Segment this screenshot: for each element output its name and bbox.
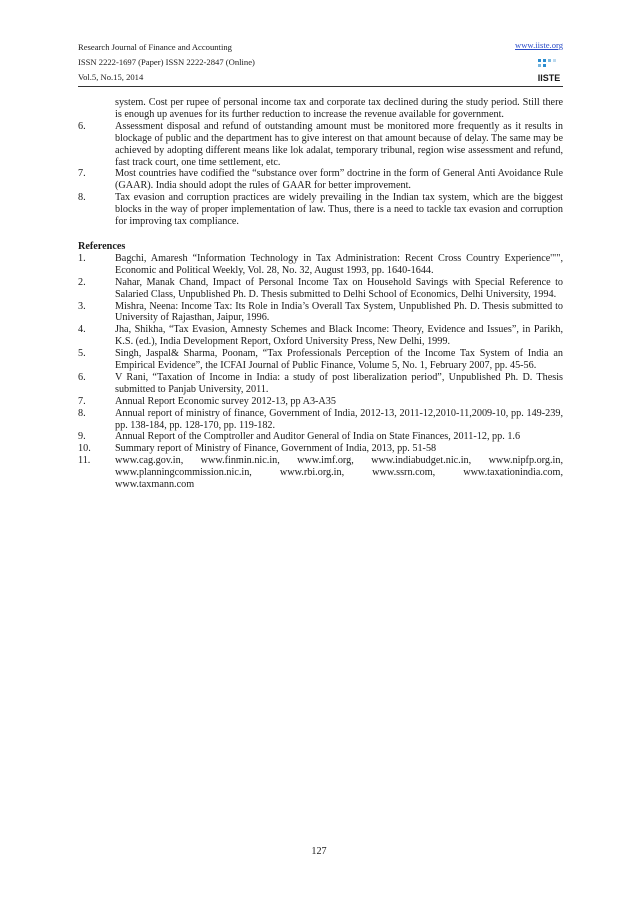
reference-text: www.cag.gov.in, www.finmin.nic.in, www.imf.org, www.indiabudget.nic.in, www.nipfp.org.in, www.planningcommission.nic.in, www.rbi.org.in, www.ssrn.com, www.taxationindia.com, www.taxmann.com	[115, 455, 563, 491]
reference-text: Annual Report Economic survey 2012-13, pp A3-A35	[115, 395, 336, 407]
reference-number: 2.	[78, 276, 86, 288]
reference-item	[78, 253, 563, 277]
list-item-number: 7.	[78, 168, 86, 180]
reference-number: 5.	[78, 348, 86, 360]
header-divider	[78, 86, 563, 87]
journal-issn: ISSN 2222-1697 (Paper) ISSN 2222-2847 (Online)	[78, 57, 255, 67]
reference-text: Mishra, Neena: Income Tax: Its Role in India’s Overall Tax System, Unpublished Ph. D. Thesis submitted to University of Rajasthan, Jaipur, 1996.	[115, 300, 563, 324]
reference-number: 1.	[78, 252, 86, 264]
reference-item	[78, 301, 563, 325]
reference-item	[78, 372, 563, 396]
list-item-number: 8.	[78, 192, 86, 204]
reference-number: 4.	[78, 324, 86, 336]
reference-item	[78, 408, 563, 432]
reference-number: 9.	[78, 431, 86, 443]
reference-text: Jha, Shikha, “Tax Evasion, Amnesty Schemes and Black Income: Theory, Evidence and Issues”, in Parikh, K.S. (ed.), India Development Report, Oxford University Press, New Delhi, 1999.	[115, 324, 563, 348]
list-item-number: 6.	[78, 120, 86, 132]
journal-url-link[interactable]: www.iiste.org	[515, 40, 563, 50]
reference-number: 10.	[78, 443, 91, 455]
reference-item	[78, 324, 563, 348]
journal-volume: Vol.5, No.15, 2014	[78, 72, 144, 82]
reference-number: 11.	[78, 455, 91, 467]
reference-number: 3.	[78, 300, 86, 312]
reference-text: V Rani, “Taxation of Income in India: a study of post liberalization period”, Unpublished Ph. D. Thesis submitted to Panjab University, 2011.	[115, 371, 563, 395]
list-item	[78, 168, 563, 192]
reference-item	[78, 277, 563, 301]
main-content	[78, 97, 563, 491]
reference-text: Bagchi, Amaresh “Information Technology in Tax Administration: Recent Cross Country Experience'"", Economic and Political Weekly, Vol. 28, No. 32, August 1993, pp. 1640-1644.	[115, 252, 563, 276]
list-item-text: Tax evasion and corruption practices are widely prevailing in the Indian tax system, which are the biggest blocks in the way of proper implementation of law. Thus, there is a need to tackle tax evasion and corruption for improving tax compliance.	[115, 192, 563, 228]
journal-header	[78, 40, 255, 85]
reference-text: Singh, Jaspal& Sharma, Poonam, “Tax Professionals Perception of the Income Tax System of India an Empirical Evidence”, the ICFAI Journal of Public Finance, Volume 5, No. 1, February 2007, pp. 45-56.	[115, 348, 563, 372]
list-item	[78, 121, 563, 169]
reference-number: 7.	[78, 395, 86, 407]
continuation-text: system. Cost per rupee of personal income tax and corporate tax declined during the study period. Still there is enough up avenues for its further reduction to increase the revenue available for government.	[115, 97, 563, 120]
reference-number: 8.	[78, 407, 86, 419]
iiste-logo	[536, 57, 562, 85]
list-item-text: Assessment disposal and refund of outstanding amount must be monitored more frequently as it results in blockage of public and the department has to give interest on that amount because of delay. The same may be achieved by adopting different means like lok adalat, temporary tribunal, region wise assessment and refund, fast track court, one time settlement, etc.	[115, 120, 563, 168]
reference-item	[78, 348, 563, 372]
recommendation-list	[78, 121, 563, 228]
iiste-logo-text: IISTE	[537, 73, 561, 83]
reference-number: 6.	[78, 371, 86, 383]
reference-item	[78, 431, 563, 443]
reference-item	[78, 396, 563, 408]
reference-text: Annual Report of the Comptroller and Auditor General of India on State Finances, 2011-12, pp. 1.6	[115, 431, 521, 443]
reference-text: Nahar, Manak Chand, Impact of Personal Income Tax on Household Savings with Special Reference to Salaried Class, Unpublished Ph. D. Thesis submitted to Delhi School of Economics, Delhi University, 1994.	[115, 276, 563, 300]
list-item-text: Most countries have codified the “substance over form” doctrine in the form of General Anti Avoidance Rule (GAAR). India should adopt the rules of GAAR for better improvement.	[115, 168, 563, 192]
journal-title: Research Journal of Finance and Accounting	[78, 42, 232, 52]
reference-text: Summary report of Ministry of Finance, Government of India, 2013, pp. 51-58	[115, 443, 437, 455]
continuation-paragraph	[78, 97, 563, 121]
references-list	[78, 253, 563, 491]
reference-text: Annual report of ministry of finance, Government of India, 2012-13, 2011-12,2010-11,2009-10, pp. 149-239, pp. 138-184, pp. 128-170, pp. 119-182.	[115, 407, 563, 431]
references-heading: References	[78, 240, 126, 252]
reference-item	[78, 443, 563, 455]
page-number: 127	[311, 846, 327, 857]
reference-item	[78, 455, 563, 491]
list-item	[78, 192, 563, 228]
